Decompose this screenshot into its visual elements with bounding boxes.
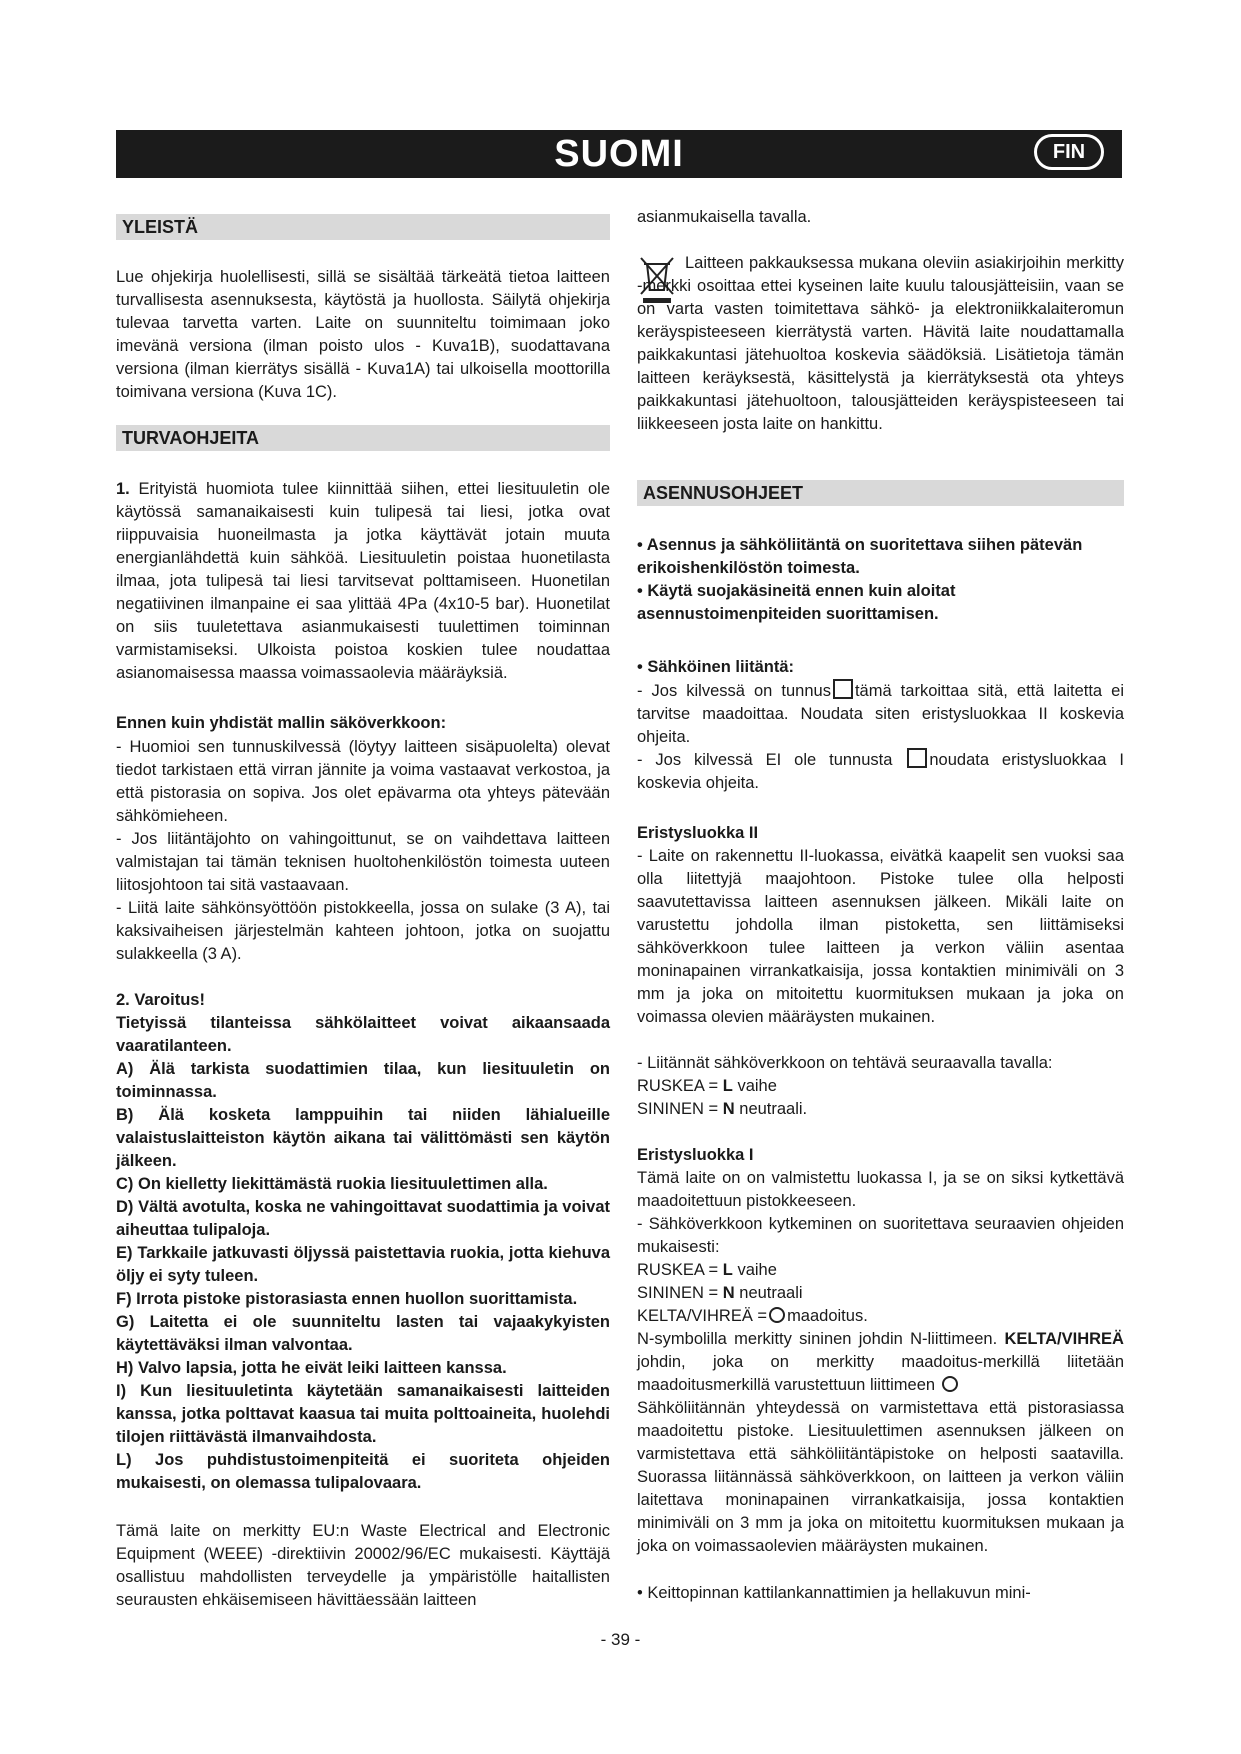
wire-code: L	[722, 1261, 733, 1279]
section-heading-asennusohjeet: ASENNUSOHJEET	[637, 480, 1124, 506]
yleista-paragraph: Lue ohjekirja huolellisesti, sillä se sisältää tärkeätä tietoa laitteen turvallisesta asennuksesta, käytöstä ja huollosta. Säilytä ohjekirja tulevaa tarvetta varten. Laite on suunniteltu toimimaan joko imevänä versiona (ilman poisto ulos - Kuva1B), suodattavana versiona (ilman kierrätys sisällä - Kuva1A) tai ulkoisella moottorilla toimivana versiona (Kuva 1C).	[116, 268, 610, 401]
warning-item-c: C) On kielletty liekittämästä ruokia liesituulettimen alla.	[116, 1175, 548, 1193]
electrical-paragraph-2	[637, 748, 1124, 795]
electrical-p2-start: - Jos kilvessä EI ole tunnusta	[637, 751, 893, 769]
wire-label: SININEN =	[637, 1100, 719, 1118]
warning-item-i: I) Kun liesituuletinta käytetään samanaikaisesti laitteiden kanssa, jotka polttavat kaasua tai muita polttoaineita, huolehdi tilojen riittävästä ilmanvaihdosta.	[116, 1382, 610, 1446]
header-banner	[116, 130, 1122, 178]
wire-label: RUSKEA =	[637, 1077, 719, 1095]
safety-item-number: 1.	[116, 480, 130, 498]
wire-label: RUSKEA =	[637, 1261, 719, 1279]
double-insulation-icon	[907, 748, 927, 768]
weee-continuation: asianmukaisella tavalla.	[637, 208, 812, 226]
class-ii-paragraph: - Laite on rakennettu II-luokassa, eivätkä kaapelit sen vuoksi saa olla liitettyjä maajohtoon. Pistoke tulee olla helposti saavutettavissa laitteen asennuksen jälkeen. Mikäli laite on varustettu johdolla ilman pistoketta, sen liittämiseksi sähköverkkoon tulee laitteen ja verkon väliin asentaa moninapainen virrankatkaisija, jossa kontaktien minimiväli on 3 mm ja joka on mitoitettu kuormituksen mukaan ja joka on voimassa olevien määräysten mukainen.	[637, 847, 1124, 1026]
electrical-paragraph-1	[637, 679, 1124, 749]
electrical-heading: • Sähköinen liitäntä:	[637, 658, 795, 676]
class-i-paragraph: Tämä laite on on valmistettu luokassa I, ja se on siksi kytkettävä maadoitettuun pistokkeeseen.	[637, 1169, 1124, 1210]
class-ii-connection: - Liitännät sähköverkkoon on tehtävä seuraavalla tavalla:	[637, 1054, 1053, 1072]
electrical-p1-end: tämä tarkoittaa sitä, että laitetta ei tarvitse maadoittaa. Noudata siten eristysluokkaa II koskevia ohjeita.	[637, 682, 1124, 746]
weee-intro-paragraph: Tämä laite on merkitty EU:n Waste Electrical and Electronic Equipment (WEEE) -direktiivin 20002/96/EC mukaisesti. Käyttäjä osallistuu mahdollisten terveydelle ja ympäristölle haitallisten seurausten ehkäisemiseen hävittäessään laitteen	[116, 1522, 610, 1609]
install-bullet-2: • Käytä suojakäsineitä ennen kuin aloitat asennustoimenpiteiden suorittamisen.	[637, 582, 956, 623]
last-bullet: • Keittopinnan kattilankannattimien ja hellakuvun mini-	[637, 1584, 1031, 1602]
warning-item-b: B) Älä kosketa lamppuihin tai niiden lähialueille valaistuslaitteiston käytön aikana tai välittömästi sen käytön jälkeen.	[116, 1106, 610, 1170]
class-ii-brown-wire	[637, 1075, 1124, 1098]
warning-item-e: E) Tarkkaile jatkuvasti öljyssä paistettavia ruokia, jotta kiehuva öljy ei syty tuleen.	[116, 1244, 610, 1285]
yellow-green-label: KELTA/VIHREÄ	[1004, 1330, 1124, 1348]
section-heading-turvaohjeita: TURVAOHJEITA	[116, 425, 610, 451]
earth-ground-icon	[769, 1307, 785, 1323]
class-i-blue-wire	[637, 1282, 1124, 1305]
wire-code: N	[722, 1284, 735, 1302]
electrical-p1-start: - Jos kilvessä on tunnus	[637, 682, 831, 700]
connection-paragraph-3: - Liitä laite sähkönsyöttöön pistokkeella, jossa on sulake (3 A), tai kaksivaiheisen järjestelmän kahteen johtoon, jotka on suojattu sulakkeella (3 A).	[116, 899, 610, 963]
warning-list	[116, 1058, 610, 1495]
wire-meaning: neutraali.	[739, 1100, 808, 1118]
warning-intro: Tietyissä tilanteissa sähkölaitteet voivat aikaansaada vaaratilanteen.	[116, 1014, 610, 1055]
class-i-brown-wire	[637, 1259, 1124, 1282]
wire-code: N	[722, 1100, 735, 1118]
warning-item-f: F) Irrota pistoke pistorasiasta ennen huollon suorittamista.	[116, 1290, 578, 1308]
electrical-p2-end: noudata eristysluokkaa I koskevia ohjeita.	[637, 751, 1124, 792]
class-i-connection: - Sähköverkkoon kytkeminen on suoritettava seuraavien ohjeiden mukaisesti:	[637, 1215, 1124, 1256]
wire-code: L	[722, 1077, 733, 1095]
warning-item-l: L) Jos puhdistustoimenpiteitä ei suoriteta ohjeiden mukaisesti, on olemassa tulipalovaara.	[116, 1451, 610, 1492]
wire-meaning: neutraali	[739, 1284, 803, 1302]
section-heading-yleista: YLEISTÄ	[116, 214, 610, 240]
neutral-text: N-symbolilla merkitty sininen johdin N-liittimeen.	[637, 1330, 998, 1348]
warning-item-g: G) Laitetta ei ole suunniteltu lasten tai vajaakykyisten käytettäväksi ilman valvontaa.	[116, 1313, 610, 1354]
warning-item-d: D) Vältä avotulta, koska ne vahingoittavat suodattimia ja voivat aiheuttaa tulipaloja.	[116, 1198, 610, 1239]
wire-meaning: vaihe	[737, 1077, 777, 1095]
class-i-neutral-paragraph	[637, 1328, 1124, 1397]
double-insulation-icon	[833, 679, 853, 699]
class-ii-blue-wire	[637, 1098, 1124, 1121]
earth-ground-icon	[942, 1376, 958, 1392]
connection-heading: Ennen kuin yhdistät mallin säköverkkoon:	[116, 714, 447, 732]
page-number: - 39 -	[600, 1630, 641, 1649]
connection-paragraph-1: - Huomioi sen tunnuskilvessä (löytyy laitteen sisäpuolelta) olevat tiedot tarkistaen että virran jännite ja voima vastaavat verkostoa, ja että pistorasia on sopiva. Jos olet epävarma ota yhteys pätevään sähkömieheen.	[116, 738, 610, 825]
safety-item-1	[116, 478, 610, 685]
class-i-green-wire	[637, 1305, 1124, 1328]
install-bullet-1: • Asennus ja sähköliitäntä on suoritettava siihen pätevän erikoishenkilöstön toimesta.	[637, 536, 1083, 577]
wire-label: KELTA/VIHREÄ =	[637, 1307, 768, 1325]
wire-meaning: vaihe	[737, 1261, 777, 1279]
page-title: SUOMI	[554, 133, 684, 175]
class-i-heading: Eristysluokka I	[637, 1146, 754, 1164]
warning-item-h: H) Valvo lapsia, jotta he eivät leiki laitteen kanssa.	[116, 1359, 507, 1377]
warning-heading: 2. Varoitus!	[116, 991, 205, 1009]
class-ii-heading: Eristysluokka II	[637, 824, 759, 842]
wire-label: SININEN =	[637, 1284, 719, 1302]
class-i-final-paragraph: Sähköliitännän yhteydessä on varmistettava että pistorasiassa maadoitettu pistoke. Liesituulettimen asennuksen jälkeen on varmistettava että sähköliitäntäpistoke on helposti saatavilla. Suorassa liitännässä sähköverkkoon, on laitteen ja verkon väliin laitettava moninapainen virrankatkaisija, jossa kontaktien minimiväli on 3 mm ja joka on mitoitettu kuormituksen mukaan ja joka on voimassaolevien määräysten mukainen.	[637, 1399, 1124, 1555]
language-badge: FIN	[1034, 134, 1104, 170]
weee-paragraph: Laitteen pakkauksessa mukana oleviin asiakirjoihin merkitty -merkki osoittaa ettei kyseinen laite kuulu talousjätteisiin, vaan se on varta vasten toimitettava sähkö- ja elektroniikkalaiteromun keräyspisteeseen kierrätystä varten. Hävitä laite noudattamalla paikkakuntasi jätehuoltoa koskevia säädöksiä. Lisätietoja tämän laitteen keräyksestä, käsittelystä ja kierrätyksestä ota yhteys paikkakuntasi jätehuoltoon, talousjätteiden keräyspisteeseen tai liikkeeseen josta laite on hankittu.	[637, 254, 1124, 433]
safety-item-text: Erityistä huomiota tulee kiinnittää siihen, ettei liesituuletin ole käytössä samanaikaisesti kuin tulipesä tai liesi, jotka ovat riippuvaisia huoneilmasta ja jotka käyttävät jotain muuta energianlähdettä kuin sähköä. Liesituuletin poistaa huonetilasta ilmaa, jota tulipesä tai liesi tarvitsevat polttamiseen. Huonetilan negatiivinen ilmanpaine ei saa ylittää 4Pa (4x10-5 bar). Huonetilat on siis tuuletettava asianmukaisesti tuulettimen toiminnan varmistamiseksi. Ulkoista poistoa koskien tulee noudattaa asianomaisessa maassa voimassaolevia määräyksiä.	[116, 480, 610, 682]
ground-text: johdin, joka on merkitty maadoitus-merkillä liitetään maadoitusmerkillä varustettuun liittimeen	[637, 1353, 1124, 1394]
warning-item-a: A) Älä tarkista suodattimien tilaa, kun liesituuletin on toiminnassa.	[116, 1060, 610, 1101]
wire-meaning: maadoitus.	[787, 1307, 868, 1325]
connection-paragraph-2: - Jos liitäntäjohto on vahingoittunut, se on vaihdettava laitteen valmistajan tai tämän teknisen huoltohenkilöstön toimesta uuteen liitosjohtoon tai sitä vastaavaan.	[116, 830, 610, 894]
